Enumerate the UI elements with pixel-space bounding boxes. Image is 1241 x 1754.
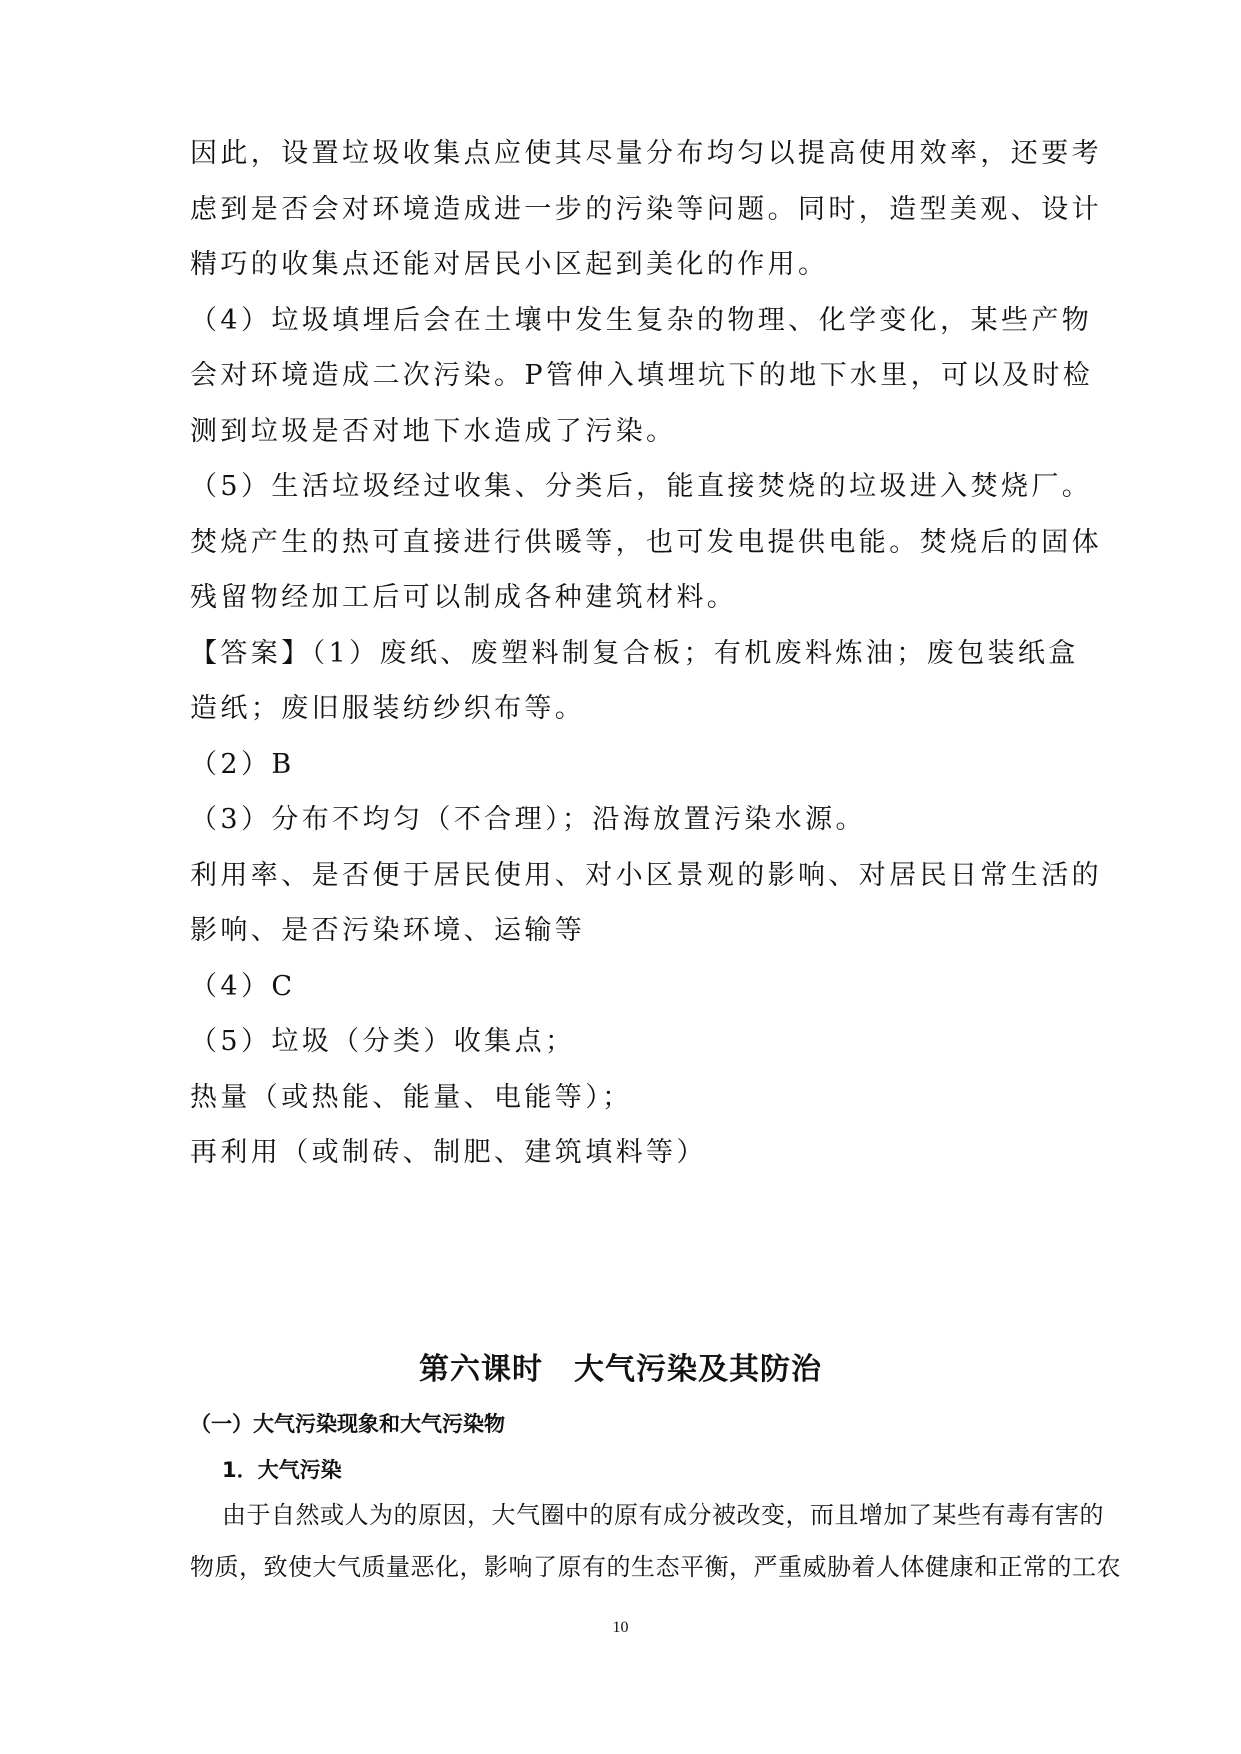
answer-text-line: （5）垃圾（分类）收集点； <box>190 1026 576 1057</box>
body-text-line: （4）垃圾填埋后会在土壤中发生复杂的物理、化学变化，某些产物 <box>190 305 1093 336</box>
body-text-line: （5）生活垃圾经过收集、分类后，能直接焚烧的垃圾进入焚烧厂。 <box>190 471 1093 502</box>
section-title: 第六课时 大气污染及其防治 <box>419 1352 822 1387</box>
answer-text-line: 影响、是否污染环境、运输等 <box>190 915 586 946</box>
body-text-line: 残留物经加工后可以制成各种建筑材料。 <box>190 582 738 613</box>
answer-text-line: 再利用（或制砖、制肥、建筑填料等） <box>190 1137 707 1168</box>
answer-text-line: 热量（或热能、能量、电能等）； <box>190 1082 633 1113</box>
answer-text-line: （2）B <box>190 749 295 780</box>
paragraph-line: 物质，致使大气质量恶化，影响了原有的生态平衡，严重威胁着人体健康和正常的工农 <box>190 1553 1121 1581</box>
section-subsubheading: 1．大气污染 <box>222 1458 342 1482</box>
body-text-line: 虑到是否会对环境造成进一步的污染等问题。同时，造型美观、设计 <box>190 194 1102 225</box>
answer-text-line: 利用率、是否便于居民使用、对小区景观的影响、对居民日常生活的 <box>190 860 1102 891</box>
page-number: 10 <box>612 1619 629 1636</box>
answer-text-line: 造纸；废旧服装纺纱织布等。 <box>190 693 586 724</box>
answer-text-line: （3）分布不均匀（不合理）；沿海放置污染水源。 <box>190 804 866 835</box>
body-text-line: 会对环境造成二次污染。P管伸入填埋坑下的地下水里，可以及时检 <box>190 360 1094 391</box>
answer-text-line: （4）C <box>190 971 296 1002</box>
section-subheading: （一）大气污染现象和大气污染物 <box>190 1412 505 1436</box>
body-text-line: 因此，设置垃圾收集点应使其尽量分布均匀以提高使用效率，还要考 <box>190 138 1102 169</box>
answer-text-line: 【答案】（1）废纸、废塑料制复合板；有机废料炼油；废包装纸盒 <box>190 638 1079 669</box>
body-text-line: 焚烧产生的热可直接进行供暖等，也可发电提供电能。焚烧后的固体 <box>190 527 1102 558</box>
body-text-line: 精巧的收集点还能对居民小区起到美化的作用。 <box>190 249 829 280</box>
paragraph-line: 由于自然或人为的原因，大气圈中的原有成分被改变，而且增加了某些有毒有害的 <box>222 1501 1104 1529</box>
body-text-line: 测到垃圾是否对地下水造成了污染。 <box>190 416 677 447</box>
